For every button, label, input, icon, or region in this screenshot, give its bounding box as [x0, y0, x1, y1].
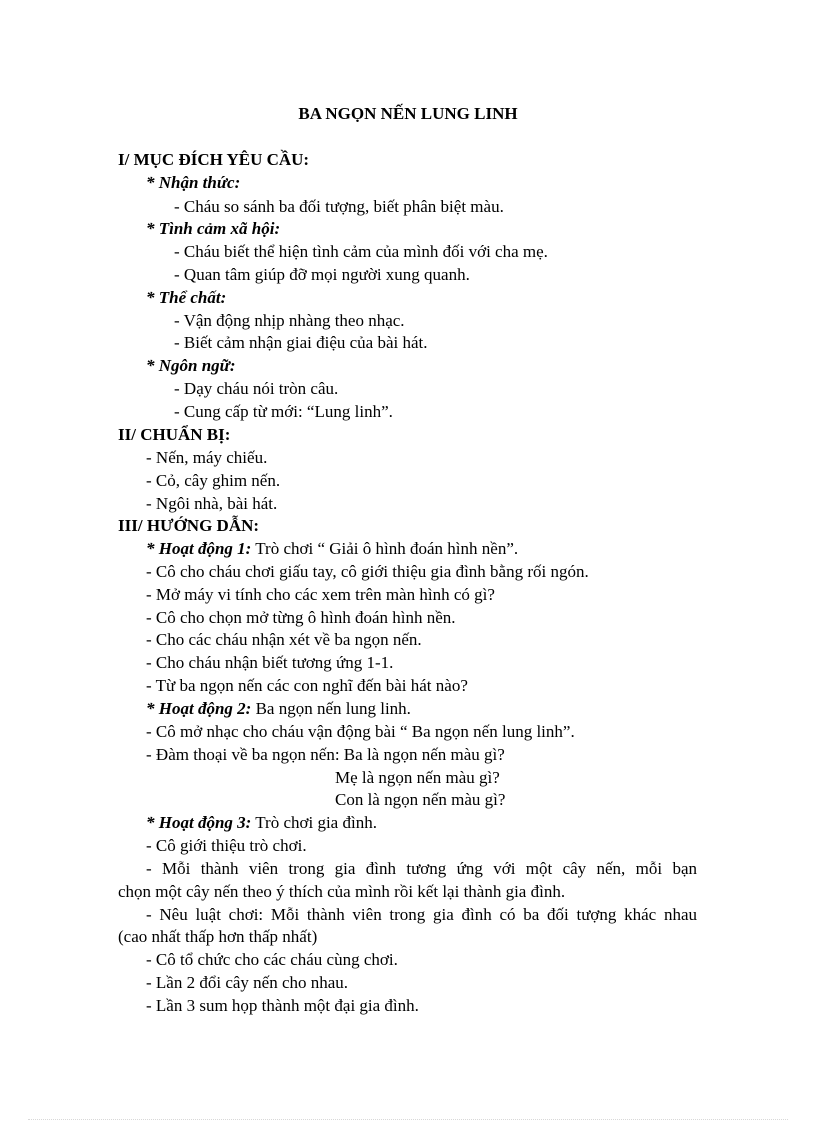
- hoat-dong-1-label: * Hoạt động 1:: [146, 539, 252, 558]
- ngon-ngu-item: - Cung cấp từ mới: “Lung linh”.: [174, 402, 393, 421]
- hd2-question: Mẹ là ngọn nến màu gì?: [335, 768, 500, 787]
- nhan-thuc-label: * Nhận thức:: [146, 173, 241, 192]
- hoat-dong-3-label: * Hoạt động 3:: [146, 813, 252, 832]
- hd3-paragraph-2-line-2: (cao nhất thấp hơn thấp nhất): [118, 927, 318, 946]
- tinh-cam-item: - Quan tâm giúp đỡ mọi người xung quanh.: [174, 265, 470, 284]
- hoat-dong-2: [146, 699, 411, 719]
- hd3-item: - Cô tổ chức cho các cháu cùng chơi.: [146, 950, 398, 969]
- hd3-paragraph-2-line-1: - Nêu luật chơi: Mỗi thành viên trong gia đình có ba đối tượng khác nhau: [146, 905, 697, 924]
- page-bottom-divider: [28, 1119, 788, 1120]
- hd2-item: - Cô mở nhạc cho cháu vận động bài “ Ba ngọn nến lung linh”.: [146, 722, 575, 741]
- hoat-dong-3: [146, 813, 377, 833]
- tinh-cam-item: - Cháu biết thể hiện tình cảm của mình đối với cha mẹ.: [174, 242, 548, 261]
- hd1-item: - Mở máy vi tính cho các xem trên màn hình có gì?: [146, 585, 495, 604]
- hd1-item: - Cho các cháu nhận xét về ba ngọn nến.: [146, 630, 422, 649]
- chuan-bi-item: - Ngôi nhà, bài hát.: [146, 494, 278, 513]
- section-2-heading: II/ CHUẨN BỊ:: [118, 425, 231, 444]
- hd3-item: - Lần 3 sum họp thành một đại gia đình.: [146, 996, 419, 1015]
- section-3-heading: III/ HƯỚNG DẪN:: [118, 516, 260, 535]
- hoat-dong-3-text: Trò chơi gia đình.: [251, 813, 377, 832]
- the-chat-item: - Biết cảm nhận giai điệu của bài hát.: [174, 333, 428, 352]
- chuan-bi-item: - Nến, máy chiếu.: [146, 448, 268, 467]
- hoat-dong-2-label: * Hoạt động 2:: [146, 699, 252, 718]
- hd3-item: - Cô giới thiệu trò chơi.: [146, 836, 307, 855]
- document-title: BA NGỌN NẾN LUNG LINH: [298, 104, 518, 123]
- the-chat-item: - Vận động nhịp nhàng theo nhạc.: [174, 311, 405, 330]
- hd1-item: - Cô cho cháu chơi giấu tay, cô giới thiệu gia đình bằng rối ngón.: [146, 562, 589, 581]
- ngon-ngu-item: - Dạy cháu nói tròn câu.: [174, 379, 339, 398]
- hd3-paragraph-1-line-1: - Mỗi thành viên trong gia đình tương ứng với một cây nến, mỗi bạn: [146, 859, 697, 878]
- the-chat-label: * Thể chất:: [146, 288, 227, 307]
- hd3-item: - Lần 2 đổi cây nến cho nhau.: [146, 973, 349, 992]
- hd2-question: Con là ngọn nến màu gì?: [335, 790, 506, 809]
- nhan-thuc-item: - Cháu so sánh ba đối tượng, biết phân biệt màu.: [174, 197, 504, 216]
- tinh-cam-label: * Tình cảm xã hội:: [146, 219, 281, 238]
- hd3-paragraph-1-line-2: chọn một cây nến theo ý thích của mình rồi kết lại thành gia đình.: [118, 882, 566, 901]
- hoat-dong-2-text: Ba ngọn nến lung linh.: [251, 699, 411, 718]
- hoat-dong-1-text: Trò chơi “ Giải ô hình đoán hình nền”.: [251, 539, 519, 558]
- hoat-dong-1: [146, 539, 518, 559]
- hd1-item: - Từ ba ngọn nến các con nghĩ đến bài hát nào?: [146, 676, 468, 695]
- ngon-ngu-label: * Ngôn ngữ:: [146, 356, 236, 375]
- hd1-item: - Cô cho chọn mở từng ô hình đoán hình nền.: [146, 608, 456, 627]
- chuan-bi-item: - Cỏ, cây ghim nến.: [146, 471, 281, 490]
- section-1-heading: I/ MỤC ĐÍCH YÊU CẦU:: [118, 150, 310, 169]
- hd2-item: - Đàm thoại về ba ngọn nến: Ba là ngọn nến màu gì?: [146, 745, 505, 764]
- hd1-item: - Cho cháu nhận biết tương ứng 1-1.: [146, 653, 394, 672]
